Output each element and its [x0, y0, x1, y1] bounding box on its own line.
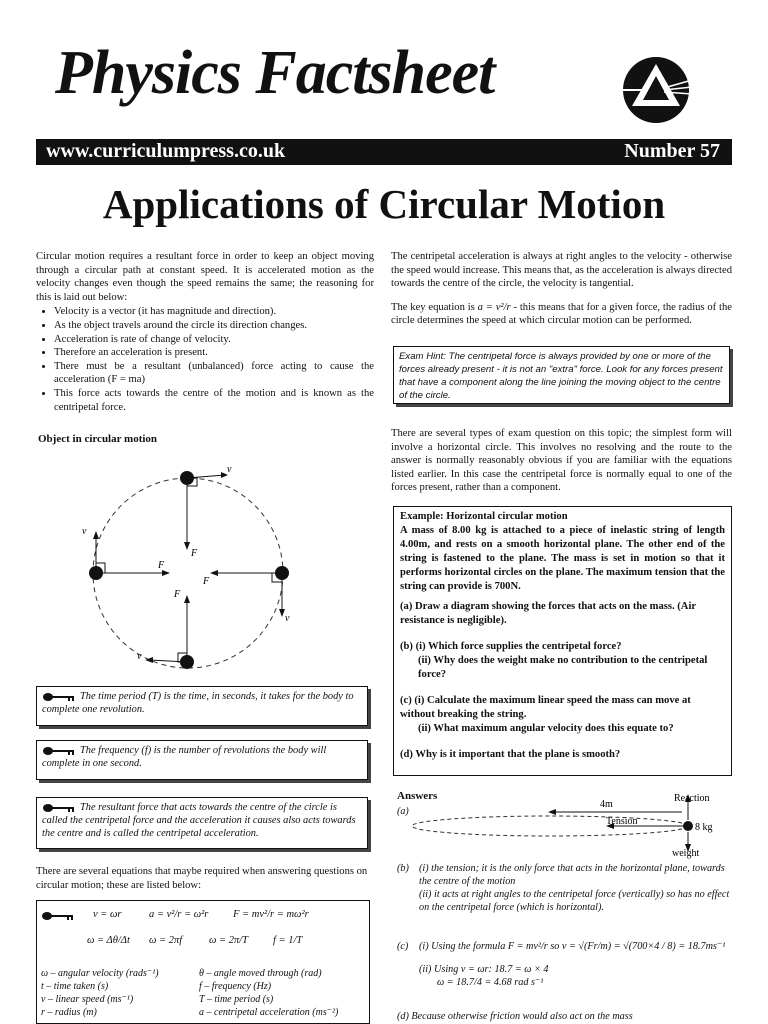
question-types-paragraph: There are several types of exam question on this topic; the simplest form will involve a horizontal circle. This involves no resolving and the route to the answer is normally reasonably obvious if you are familiar with the equations listed earlier. In this case the centripetal force is normally equal to one of the forces present, rather than a component. [391, 428, 732, 494]
svg-text:v: v [227, 464, 232, 475]
svg-text:F: F [203, 576, 210, 587]
equation: v = ωr [93, 909, 122, 920]
svg-text:v: v [137, 651, 142, 662]
time-period-definition: The time period (T) is the time, in seconds, it takes for the body to complete one revolution. [36, 686, 368, 726]
factsheet-title: Physics Factsheet [55, 39, 495, 107]
equation: ω = Δθ/Δt [87, 935, 130, 946]
example-heading: Example: Horizontal circular motion [400, 511, 568, 522]
page-title: Applications of Circular Motion [102, 181, 666, 227]
example-body: A mass of 8.00 kg is attached to a piece of inelastic string of length 4.00m, and rests on a smooth horizontal plane. The other end of the string is fastened to the plane. The mass is set in motion so that it performs horizontal circles on the plane. The maximum tension that the string can provide is 700N. [400, 525, 725, 592]
svg-text:8 kg: 8 kg [695, 822, 713, 833]
list-item: • Acceleration is rate of change of velocity. [54, 333, 374, 347]
question-c-i: (c) (i) Calculate the maximum linear speed the mass can move at without breaking the string. [400, 695, 691, 720]
right-angles-paragraph: The centripetal acceleration is always at right angles to the velocity - otherwise the speed would increase. This means that, as the acceleration is always directed towards the centre of the circle, the velocity is tangential. [391, 251, 732, 290]
circular-motion-diagram [70, 460, 310, 680]
key-equation-paragraph: The key equation is a = v²/r - this means that for a given force, the radius of the circle determines the speed at which circular motion can be performed. [391, 301, 732, 327]
diagram-heading: Object in circular motion [38, 433, 158, 445]
key-icon [41, 911, 75, 921]
svg-text:v: v [82, 526, 87, 537]
answer-d: (d) Because otherwise friction would also act on the mass [397, 1011, 633, 1022]
intro-paragraph: Circular motion requires a resultant force in order to keep an object moving through a circular path at constant speed. It is accelerated motion as the velocity changes even though the speed remains the same; the reasoning for this is laid out below: [36, 251, 374, 303]
key-equation: a = v²/r [477, 301, 511, 313]
answer-a-label: (a) [397, 806, 409, 817]
svg-text:v: v [285, 613, 290, 624]
factsheet-number: Number 57 [624, 140, 720, 162]
forces-diagram [410, 790, 732, 860]
equations-intro: There are several equations that maybe required when answering questions on circular motion; these are listed below: [36, 866, 368, 891]
svg-text:weight: weight [672, 848, 700, 859]
key-icon [42, 692, 76, 702]
equation: ω = 2πf [149, 935, 183, 946]
prism-logo-icon [618, 54, 694, 126]
question-b-i: (b) (i) Which force supplies the centripetal force? [400, 641, 622, 652]
answers-heading: Answers [397, 790, 438, 802]
list-item: • There must be a resultant (unbalanced) force acting to cause the acceleration (F = ma) [54, 360, 374, 387]
svg-text:4m: 4m [600, 799, 613, 810]
answer-b: (b) (i) the tension; it is the only force that acts in the horizontal plane, towards the centre of the motion (ii) it acts at right angles to the centripetal force (vertically) so has no effect on the centripetal force (which is horizontal). [397, 863, 730, 913]
svg-text:F: F [174, 589, 181, 600]
key-icon [42, 746, 76, 756]
right-intro [391, 250, 732, 334]
svg-text:Reaction: Reaction [674, 793, 710, 804]
left-intro [36, 250, 374, 414]
equation: F = mv²/r = mω²r [233, 909, 309, 920]
question-c-ii: (ii) What maximum angular velocity does this equate to? [418, 723, 674, 734]
frequency-definition: The frequency (f) is the number of revolutions the body will complete in one second. [36, 740, 368, 780]
question-a: (a) Draw a diagram showing the forces that acts on the mass. (Air resistance is negligible). [400, 601, 696, 626]
question-b-ii: (ii) Why does the weight make no contribution to the centripetal force? [418, 655, 708, 680]
reasoning-list [36, 305, 374, 414]
centripetal-definition: The resultant force that acts towards the centre of the circle is called the centripetal force and the acceleration it causes also acts towards the centre and is called the centripetal acceleration. [36, 797, 368, 849]
question-d: (d) Why is it important that the plane is smooth? [400, 749, 621, 760]
header-bar [36, 139, 732, 165]
svg-text:F: F [191, 548, 198, 559]
equation: ω = 2π/T [209, 935, 249, 946]
equations-box [36, 900, 370, 1024]
svg-text:F: F [158, 560, 165, 571]
list-item: • Therefore an acceleration is present. [54, 346, 374, 360]
equation: f = 1/T [273, 935, 303, 946]
list-item: • This force acts towards the centre of the motion and is known as the centripetal force. [54, 387, 374, 414]
svg-text:Tension: Tension [606, 816, 638, 827]
equation: a = v²/r = ω²r [149, 909, 209, 920]
answer-c: (c) (i) Using the formula F = mv²/r so v = √(Fr/m) = √(700×4 / 8) = 18.7ms⁻¹ (ii) Using v = ωr: 18.7 = ω × 4 ω = 18.7/4 = 4.68 rad s⁻¹ [397, 941, 726, 988]
key-icon [42, 803, 76, 813]
example-box [393, 506, 732, 776]
list-item: • As the object travels around the circle its direction changes. [54, 319, 374, 333]
symbol-key: ω – angular velocity (rads⁻¹) θ – angle moved through (rad) t – time taken (s) f – frequency (Hz) v – linear speed (ms⁻¹) T – time period (s) r – radius (m) a – centripetal acceleration (ms⁻²) [41, 968, 339, 1018]
website-link[interactable]: www.curriculumpress.co.uk [46, 140, 286, 162]
list-item: • Velocity is a vector (it has magnitude and direction). [54, 305, 374, 319]
exam-hint-box: Exam Hint: The centripetal force is always provided by one or more of the forces already present - it is not an "extra" force. Look for any forces present that have a component along the line joining the moving object to the centre of the circle. [393, 346, 730, 404]
